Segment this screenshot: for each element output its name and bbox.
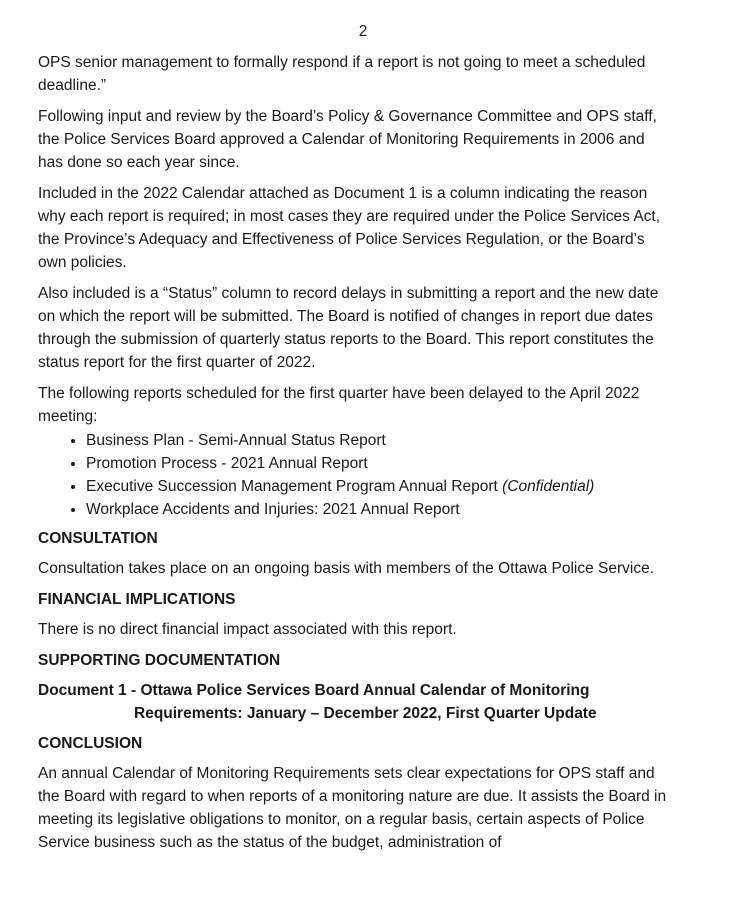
- conclusion-text: An annual Calendar of Monitoring Requirements sets clear expectations for OPS staff and the Board with regard to when reports of a monitoring nature are due. It assists the Board in meeting its legislative obligations to monitor, on a regular basis, certain aspects of Police Service business such as the status of the budget, administration of: [38, 765, 667, 851]
- confidential-note: (Confidential): [502, 478, 595, 495]
- list-item-text: Executive Succession Management Program Annual Report: [86, 478, 503, 495]
- page-number: 2: [358, 23, 368, 40]
- list-item: [86, 452, 668, 475]
- list-item: [86, 498, 668, 521]
- intro-continuation: OPS senior management to formally respond if a report is not going to meet a scheduled deadline.”: [38, 54, 646, 94]
- list-item-text: Business Plan - Semi-Annual Status Report: [86, 432, 386, 449]
- document-reference: [38, 679, 668, 725]
- financial-text: There is no direct financial impact associated with this report.: [38, 621, 457, 638]
- consultation-heading: CONSULTATION: [38, 530, 158, 547]
- paragraph-delayed-intro: The following reports scheduled for the first quarter have been delayed to the April 2022 meeting:: [38, 385, 640, 425]
- paragraph-calendar-column: Included in the 2022 Calendar attached as Document 1 is a column indicating the reason why each report is required; in most cases they are required under the Police Services Act, the Province’s Adequacy and Effectiveness of Police Services Regulation, or the Board’s own policies.: [38, 185, 661, 271]
- list-item: [86, 429, 668, 452]
- consultation-text: Consultation takes place on an ongoing basis with members of the Ottawa Police Service.: [38, 560, 655, 577]
- list-item: [86, 475, 668, 498]
- document-reference-line1: Document 1 - Ottawa Police Services Board Annual Calendar of Monitoring: [38, 682, 590, 699]
- conclusion-heading: CONCLUSION: [38, 735, 143, 752]
- document-reference-line2: Requirements: January – December 2022, First Quarter Update: [134, 705, 597, 722]
- list-item-text: Workplace Accidents and Injuries: 2021 Annual Report: [86, 501, 460, 518]
- paragraph-status-column: Also included is a “Status” column to record delays in submitting a report and the new date on which the report will be submitted. The Board is notified of changes in report due dates through the submission of quarterly status reports to the Board. This report constitutes the status report for the first quarter of 2022.: [38, 285, 659, 371]
- list-item-text: Promotion Process - 2021 Annual Report: [86, 455, 368, 472]
- document-page: [38, 20, 668, 862]
- financial-heading: FINANCIAL IMPLICATIONS: [38, 591, 236, 608]
- supporting-heading: SUPPORTING DOCUMENTATION: [38, 652, 281, 669]
- delayed-reports-list: [38, 429, 668, 521]
- paragraph-board-approval: Following input and review by the Board’s Policy & Governance Committee and OPS staff, the Police Services Board approved a Calendar of Monitoring Requirements in 2006 and has done so each year since.: [38, 108, 657, 171]
